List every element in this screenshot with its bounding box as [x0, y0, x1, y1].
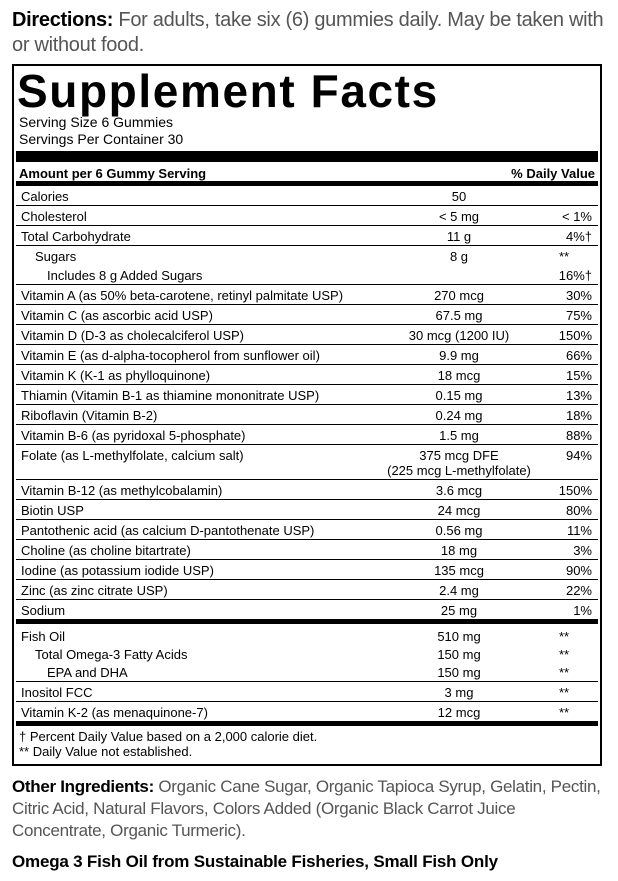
other-ingredients-body: Organic Cane Sugar, Organic Tapioca Syrup, Gelatin, Pectin, Citric Acid, Natural Flavors, Colors Added (Organic Black Carrot Juice Concentrate, Organic Turmeric). [12, 777, 601, 840]
table-row: Choline (as choline bitartrate) 18 mg 3% [16, 540, 598, 560]
table-row: Includes 8 g Added Sugars 16%† [16, 265, 598, 285]
directions-text [12, 8, 612, 58]
other-ingredients-label: Other Ingredients: [12, 777, 154, 796]
serving-size: Serving Size 6 Gummies [19, 114, 174, 130]
table-row: Cholesterol < 5 mg < 1% [16, 206, 598, 226]
table-row: Biotin USP 24 mcg 80% [16, 500, 598, 520]
table-row: Inositol FCC 3 mg ** [16, 682, 598, 702]
table-row: Vitamin K-2 (as menaquinone-7) 12 mcg ** [21, 705, 570, 720]
footnote-not-established: ** Daily Value not established. [19, 744, 193, 759]
table-row: Total Omega-3 Fatty Acids 150 mg ** [35, 647, 570, 662]
table-row: Vitamin E (as d-alpha-tocopherol from sunflower oil) 9.9 mg 66% [16, 345, 598, 365]
table-header [19, 163, 595, 183]
section-divider [16, 619, 598, 624]
panel-title: Supplement Facts [17, 65, 439, 117]
supplement-facts-panel [12, 64, 602, 766]
footnote-daily-value: † Percent Daily Value based on a 2,000 calorie diet. [19, 729, 318, 744]
table-row: Vitamin B-12 (as methylcobalamin) 3.6 mcg 150% [16, 480, 598, 500]
table-row: EPA and DHA 150 mg ** [16, 662, 598, 682]
table-row: Vitamin B-6 (as pyridoxal 5-phosphate) 1.5 mg 88% [16, 425, 598, 445]
header-amount: Amount per 6 Gummy Serving [19, 166, 207, 181]
table-row: Zinc (as zinc citrate USP) 2.4 mg 22% [16, 580, 598, 600]
table-row: Total Carbohydrate 11 g 4%† [16, 226, 598, 246]
servings-per-container: Servings Per Container 30 [19, 131, 184, 147]
table-row: Sodium 25 mg 1% [21, 603, 592, 618]
table-row: Pantothenic acid (as calcium D-pantothenate USP) 0.56 mg 11% [16, 520, 598, 540]
table-row: Vitamin C (as ascorbic acid USP) 67.5 mg 75% [16, 305, 598, 325]
other-ingredients [12, 776, 612, 842]
footer-divider [16, 721, 598, 726]
table-row: Thiamin (Vitamin B-1 as thiamine mononitrate USP) 0.15 mg 13% [16, 385, 598, 405]
directions-label: Directions: [12, 9, 114, 31]
table-row: Vitamin A (as 50% beta-carotene, retinyl palmitate USP) 270 mcg 30% [16, 285, 598, 305]
table-row: Iodine (as potassium iodide USP) 135 mcg 90% [16, 560, 598, 580]
table-row: Riboflavin (Vitamin B-2) 0.24 mg 18% [16, 405, 598, 425]
table-row: Calories 50 [16, 186, 598, 206]
thick-divider [16, 151, 598, 162]
table-row: Fish Oil 510 mg ** [21, 629, 570, 644]
omega-note: Omega 3 Fish Oil from Sustainable Fisheries, Small Fish Only [12, 852, 498, 871]
header-daily-value: % Daily Value [511, 166, 595, 181]
table-row: Sugars 8 g ** [35, 249, 570, 264]
table-row: Vitamin D (D-3 as cholecalciferol USP) 30 mcg (1200 IU) 150% [16, 325, 598, 345]
table-row: Folate (as L-methylfolate, calcium salt) 375 mcg DFE (225 mcg L-methylfolate) 94% [16, 445, 598, 480]
table-row: Vitamin K (K-1 as phylloquinone) 18 mcg 15% [16, 365, 598, 385]
directions-body: For adults, take six (6) gummies daily. May be taken with or without food. [12, 9, 604, 56]
